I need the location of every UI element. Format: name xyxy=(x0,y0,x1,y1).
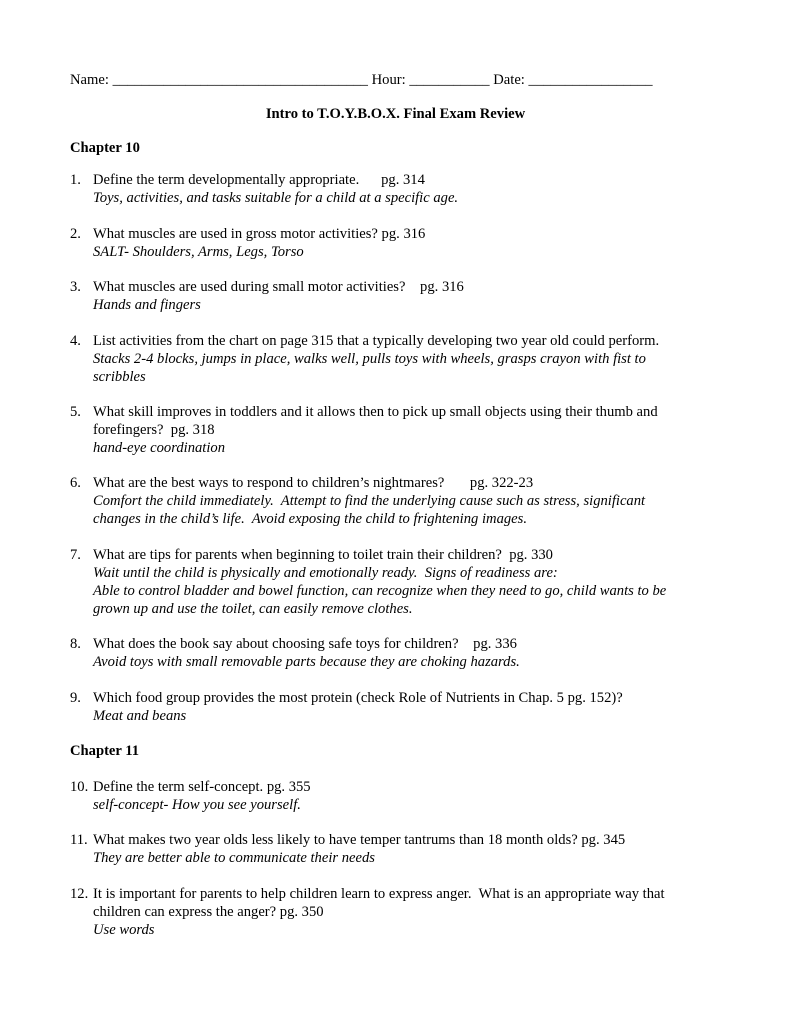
question-item xyxy=(70,778,720,814)
question-text: forefingers? pg. 318 xyxy=(93,422,215,438)
answer-text: changes in the child’s life. Avoid exposing the child to frightening images. xyxy=(93,511,527,527)
question-number: 2. xyxy=(70,226,81,242)
hour-label: Hour: xyxy=(371,72,406,88)
question-text: What are the best ways to respond to children’s nightmares? pg. 322-23 xyxy=(93,475,534,491)
question-item xyxy=(70,332,720,386)
question-number: 6. xyxy=(70,475,81,491)
question-number: 8. xyxy=(70,636,81,652)
question-number: 11. xyxy=(70,832,88,848)
question-number: 7. xyxy=(70,547,81,563)
answer-text: Able to control bladder and bowel function, can recognize when they need to go, child wants to be xyxy=(93,583,667,599)
question-item xyxy=(70,225,720,261)
question-text: children can express the anger? pg. 350 xyxy=(93,904,324,920)
question-text: Define the term developmentally appropriate. pg. 314 xyxy=(93,172,425,188)
question-text: Define the term self-concept. pg. 355 xyxy=(93,779,311,795)
question-text: What does the book say about choosing safe toys for children? pg. 336 xyxy=(93,636,517,652)
hour-blank: ___________ xyxy=(409,72,490,88)
answer-text: Stacks 2-4 blocks, jumps in place, walks well, pulls toys with wheels, grasps crayon with fist to xyxy=(93,351,646,367)
answer-text: Avoid toys with small removable parts because they are choking hazards. xyxy=(93,654,520,670)
question-text: What skill improves in toddlers and it allows then to pick up small objects using their thumb and xyxy=(93,404,658,420)
name-label: Name: xyxy=(70,72,109,88)
question-item xyxy=(70,474,720,528)
question-number: 10. xyxy=(70,779,89,795)
answer-text: Comfort the child immediately. Attempt to find the underlying cause such as stress, significant xyxy=(93,493,646,509)
question-text: List activities from the chart on page 315 that a typically developing two year old could perform. xyxy=(93,333,660,349)
question-text: It is important for parents to help children learn to express anger. What is an appropriate way that xyxy=(93,886,665,902)
name-blank: ___________________________________ xyxy=(112,72,368,88)
question-item xyxy=(70,689,720,725)
question-number: 12. xyxy=(70,886,89,902)
question-text: What makes two year olds less likely to have temper tantrums than 18 month olds? pg. 345 xyxy=(93,832,626,848)
answer-text: SALT- Shoulders, Arms, Legs, Torso xyxy=(93,244,304,260)
question-item xyxy=(70,171,720,207)
question-item xyxy=(70,635,720,671)
page-title: Intro to T.O.Y.B.O.X. Final Exam Review xyxy=(265,106,526,122)
answer-text: grown up and use the toilet, can easily remove clothes. xyxy=(93,601,413,617)
question-text: What are tips for parents when beginning to toilet train their children? pg. 330 xyxy=(93,547,553,563)
chapter-heading: Chapter 10 xyxy=(70,140,140,156)
question-text: What muscles are used in gross motor activities? pg. 316 xyxy=(93,226,426,242)
chapter-heading: Chapter 11 xyxy=(70,743,140,759)
answer-text: Toys, activities, and tasks suitable for a child at a specific age. xyxy=(93,190,459,206)
question-number: 1. xyxy=(70,172,81,188)
question-item xyxy=(70,885,720,939)
question-item xyxy=(70,278,720,314)
answer-text: Hands and fingers xyxy=(93,297,201,313)
question-number: 9. xyxy=(70,690,81,706)
question-number: 4. xyxy=(70,333,81,349)
date-label: Date: xyxy=(493,72,525,88)
student-info-line xyxy=(70,71,653,89)
answer-text: They are better able to communicate their needs xyxy=(93,850,375,866)
answer-text: scribbles xyxy=(93,369,146,385)
question-item xyxy=(70,403,720,457)
question-number: 5. xyxy=(70,404,81,420)
answer-text: Wait until the child is physically and emotionally ready. Signs of readiness are: xyxy=(93,565,558,581)
answer-text: Meat and beans xyxy=(93,708,187,724)
answer-text: Use words xyxy=(93,922,155,938)
answer-text: self-concept- How you see yourself. xyxy=(93,797,301,813)
date-blank: _________________ xyxy=(528,72,653,88)
question-item xyxy=(70,546,720,618)
answer-text: hand-eye coordination xyxy=(93,440,225,456)
question-text: What muscles are used during small motor activities? pg. 316 xyxy=(93,279,464,295)
question-item xyxy=(70,831,720,867)
question-number: 3. xyxy=(70,279,81,295)
question-text: Which food group provides the most protein (check Role of Nutrients in Chap. 5 pg. 152)? xyxy=(93,690,623,706)
